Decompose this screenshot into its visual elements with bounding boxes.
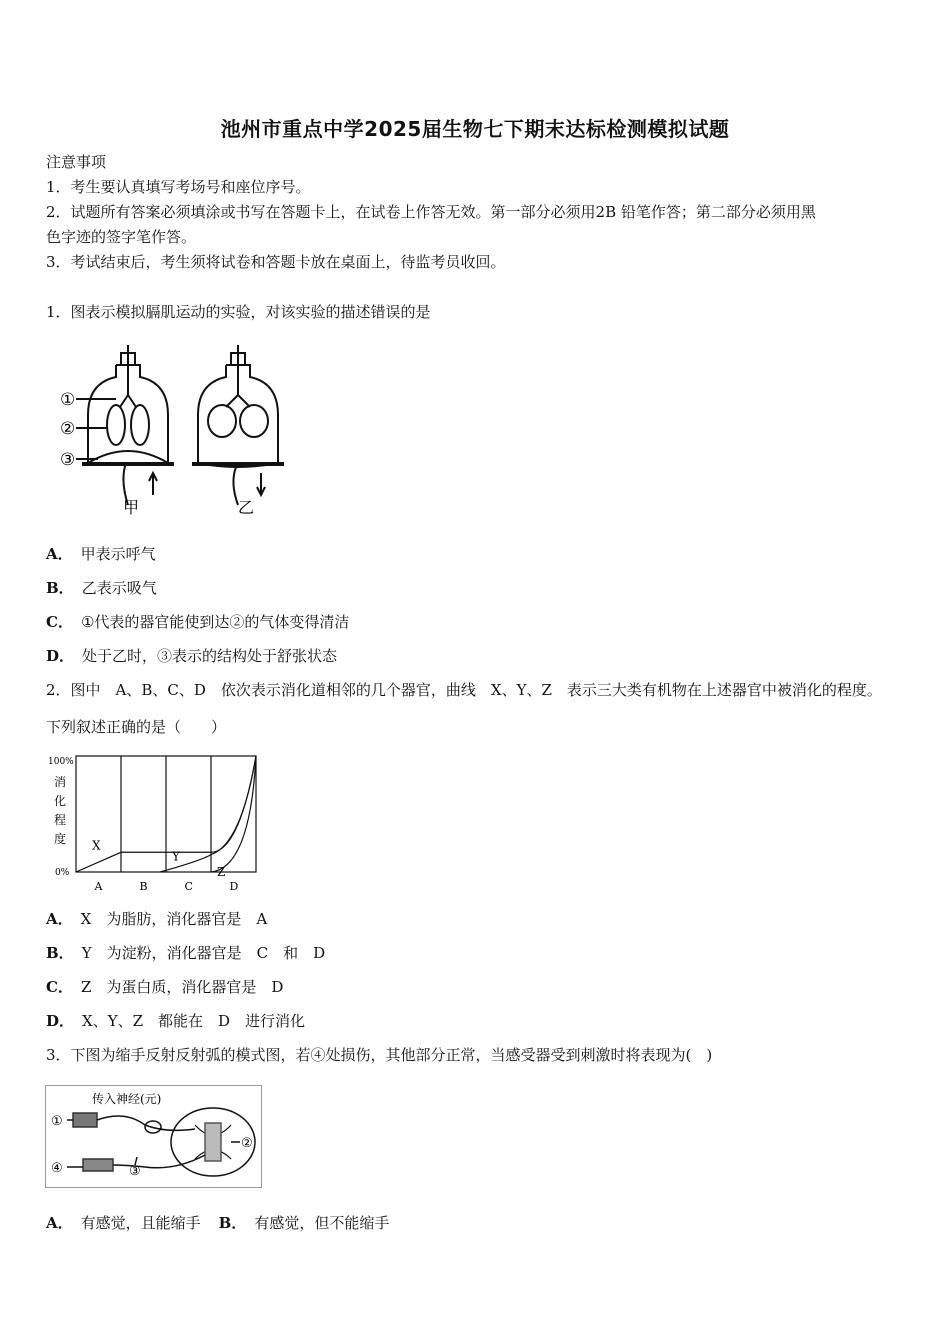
y-tick-0: 0% — [55, 868, 70, 878]
q3-stem: 3．下图为缩手反射反射弧的模式图，若④处损伤，其他部分正常，当感受器受到刺激时将表现为( ) — [46, 1046, 713, 1064]
bell-jar-diaphragm-figure — [58, 345, 298, 520]
y-axis-label-char: 消 — [54, 775, 67, 789]
reflex-arc-figure — [45, 1085, 263, 1189]
label-2: ② — [60, 419, 76, 439]
series-line-z — [211, 756, 256, 872]
q3-options-row — [46, 1213, 389, 1233]
q2-option-a[interactable]: A． X 为脂肪，消化器官是 A — [46, 910, 268, 928]
q2-stem-continued: 下列叙述正确的是（ ） — [46, 718, 227, 736]
x-tick-label: C — [184, 880, 193, 893]
x-tick-label: D — [229, 880, 239, 893]
notice-item: 2．试题所有答案必须填涂或书写在答题卡上，在试卷上作答无效。第一部分必须用2B 铅笔作答；第二部分必须用黑 — [46, 203, 816, 221]
afferent-nerve-label: 传入神经(元) — [92, 1092, 162, 1106]
series-label-x: X — [92, 838, 101, 853]
caption-jia: 甲 — [123, 498, 140, 517]
q1-option-d[interactable]: D． 处于乙时，③表示的结构处于舒张状态 — [46, 647, 338, 665]
q3-option-a[interactable]: A． 有感觉，且能缩手 — [46, 1214, 201, 1232]
q2-option-b[interactable]: B． Y 为淀粉，消化器官是 C 和 D — [46, 944, 326, 962]
lung-left — [107, 405, 125, 445]
diaphragm-membrane — [88, 451, 168, 463]
series-label-y: Y — [172, 849, 180, 864]
lung-right — [131, 405, 149, 445]
label-1: ① — [51, 1114, 63, 1129]
q2-option-c[interactable]: C． Z 为蛋白质，消化器官是 D — [46, 978, 284, 996]
q2-stem: 2．图中 A、B、C、D 依次表示消化道相邻的几个器官，曲线 X、Y、Z 表示三大类有机物在上述器官中被消化的程度。 — [46, 681, 882, 699]
q1-option-a[interactable]: A． 甲表示呼气 — [46, 545, 156, 563]
effector — [83, 1159, 113, 1171]
label-3: ③ — [129, 1164, 141, 1179]
q1-stem: 1．图表示模拟膈肌运动的实验，对该实验的描述错误的是 — [46, 303, 431, 321]
notice-item: 1．考生要认真填写考场号和座位序号。 — [46, 178, 311, 196]
page-title: 池州市重点中学2025届生物七下期末达标检测模拟试题 — [220, 117, 730, 141]
x-tick-label: A — [94, 880, 103, 893]
q1-option-b[interactable]: B． 乙表示吸气 — [46, 579, 157, 597]
series-label-z: Z — [217, 865, 226, 879]
y-axis-label-char: 化 — [54, 794, 67, 808]
y-tick-100: 100% — [48, 757, 74, 767]
y-axis-label-char: 程 — [54, 813, 67, 827]
notice-item: 色字迹的签字笔作答。 — [46, 228, 197, 246]
q1-option-c[interactable]: C． ①代表的器官能使到达②的气体变得清洁 — [46, 613, 350, 631]
label-1: ① — [60, 390, 76, 410]
notice-heading: 注意事项 — [46, 153, 107, 171]
receptor — [73, 1113, 97, 1127]
label-4: ④ — [51, 1161, 63, 1176]
y-axis-label-char: 度 — [54, 832, 67, 846]
label-3: ③ — [60, 450, 76, 470]
digestion-chart — [46, 752, 271, 897]
label-2: ② — [241, 1136, 253, 1151]
q3-option-b[interactable]: B． 有感觉，但不能缩手 — [218, 1214, 390, 1232]
x-tick-label: B — [139, 880, 148, 893]
caption-yi: 乙 — [238, 498, 255, 517]
notice-item: 3．考试结束后，考生须将试卷和答题卡放在桌面上，待监考员收回。 — [46, 253, 506, 271]
q2-option-d[interactable]: D． X、Y、Z 都能在 D 进行消化 — [46, 1012, 306, 1030]
